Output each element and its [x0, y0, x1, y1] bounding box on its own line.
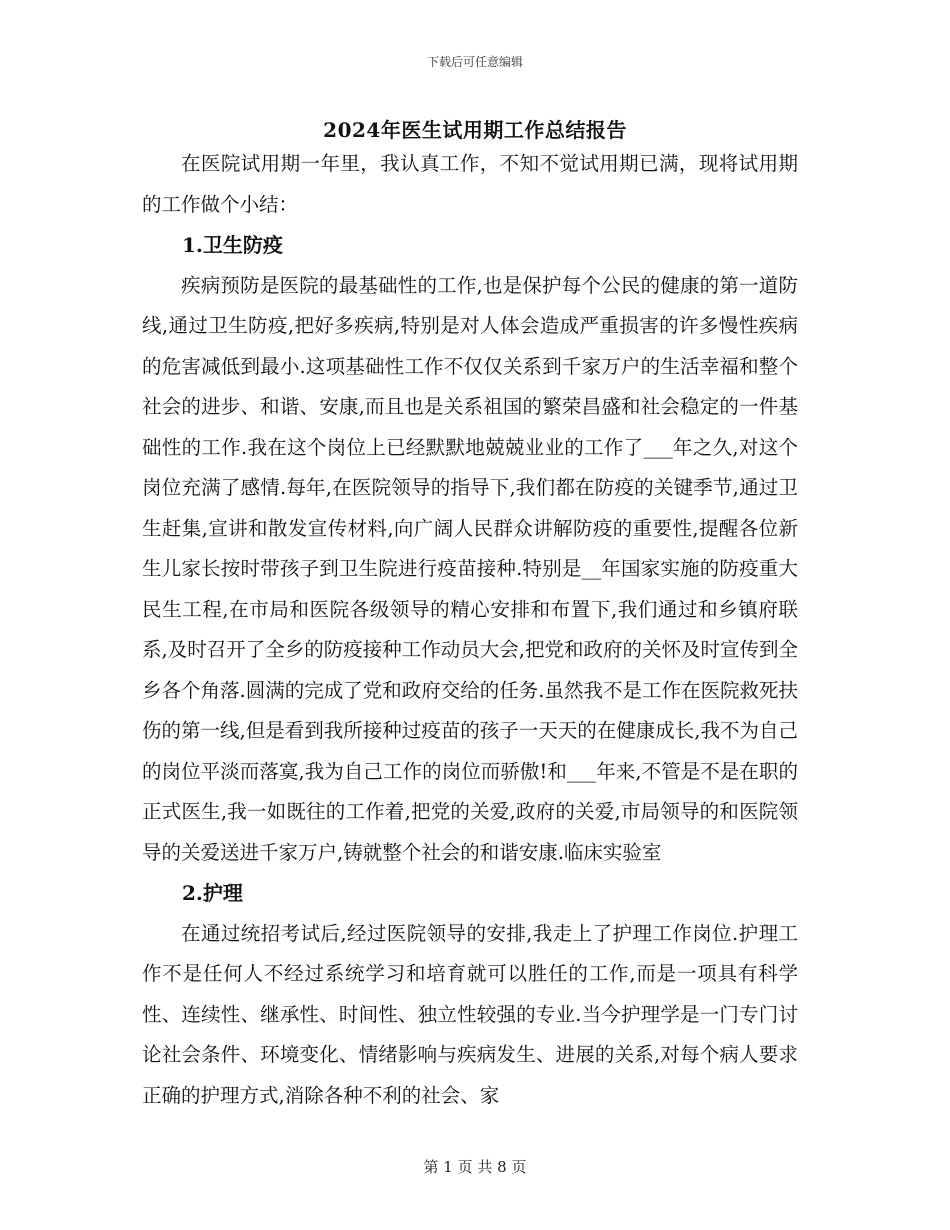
section-heading-nursing: 2.护理 — [182, 881, 243, 905]
page-number: 第 1 页 共 8 页 — [423, 1158, 527, 1176]
document-body — [142, 144, 798, 1116]
document-title: 2024年医生试用期工作总结报告 — [323, 118, 627, 142]
intro-paragraph: 在医院试用期一年里，我认真工作，不知不觉试用期已满，现将试用期的工作做个小结： — [142, 152, 798, 216]
section-heading-hygiene: 1.卫生防疫 — [182, 233, 283, 257]
section-paragraph-hygiene: 疾病预防是医院的最基础性的工作,也是保护每个公民的健康的第一道防线,通过卫生防疫,把好多疾病,特别是对人体会造成严重损害的许多慢性疾病的危害减低到最小.这项基础性工作不仅仅关系到千家万户的生活幸福和整个社会的进步、和谐、安康,而且也是关系祖国的繁荣昌盛和社会稳定的一件基础性的工作.我在这个岗位上已经默默地兢兢业业的工作了___年之久,对这个岗位充满了感情.每年,在医院领导的指导下,我们都在防疫的关键季节,通过卫生赶集,宣讲和散发宣传材料,向广阔人民群众讲解防疫的重要性,提醒各位新生儿家长按时带孩子到卫生院进行疫苗接种.特别是__年国家实施的防疫重大民生工程,在市局和医院各级领导的精心安排和布置下,我们通过和乡镇府联系,及时召开了全乡的防疫接种工作动员大会,把党和政府的关怀及时宣传到全乡各个角落.圆满的完成了党和政府交给的任务.虽然我不是工作在医院救死扶伤的第一线,但是看到我所接种过疫苗的孩子一天天的在健康成长,我不为自己的岗位平淡而落寞,我为自己工作的岗位而骄傲!和___年来,不管是不是在职的正式医生,我一如既往的工作着,把党的关爱,政府的关爱,市局领导的和医院领导的关爱送进千家万户,铸就整个社会的和谐安康.临床实验室 — [142, 273, 798, 864]
header-note: 下载后可任意编辑 — [426, 55, 523, 69]
section-paragraph-nursing: 在通过统招考试后,经过医院领导的安排,我走上了护理工作岗位.护理工作不是任何人不经过系统学习和培育就可以胜任的工作,而是一项具有科学性、连续性、继承性、时间性、独立性较强的专业.当今护理学是一门专门讨论社会条件、环境变化、情绪影响与疾病发生、进展的关系,对每个病人要求正确的护理方式,消除各种不利的社会、家 — [142, 921, 798, 1107]
